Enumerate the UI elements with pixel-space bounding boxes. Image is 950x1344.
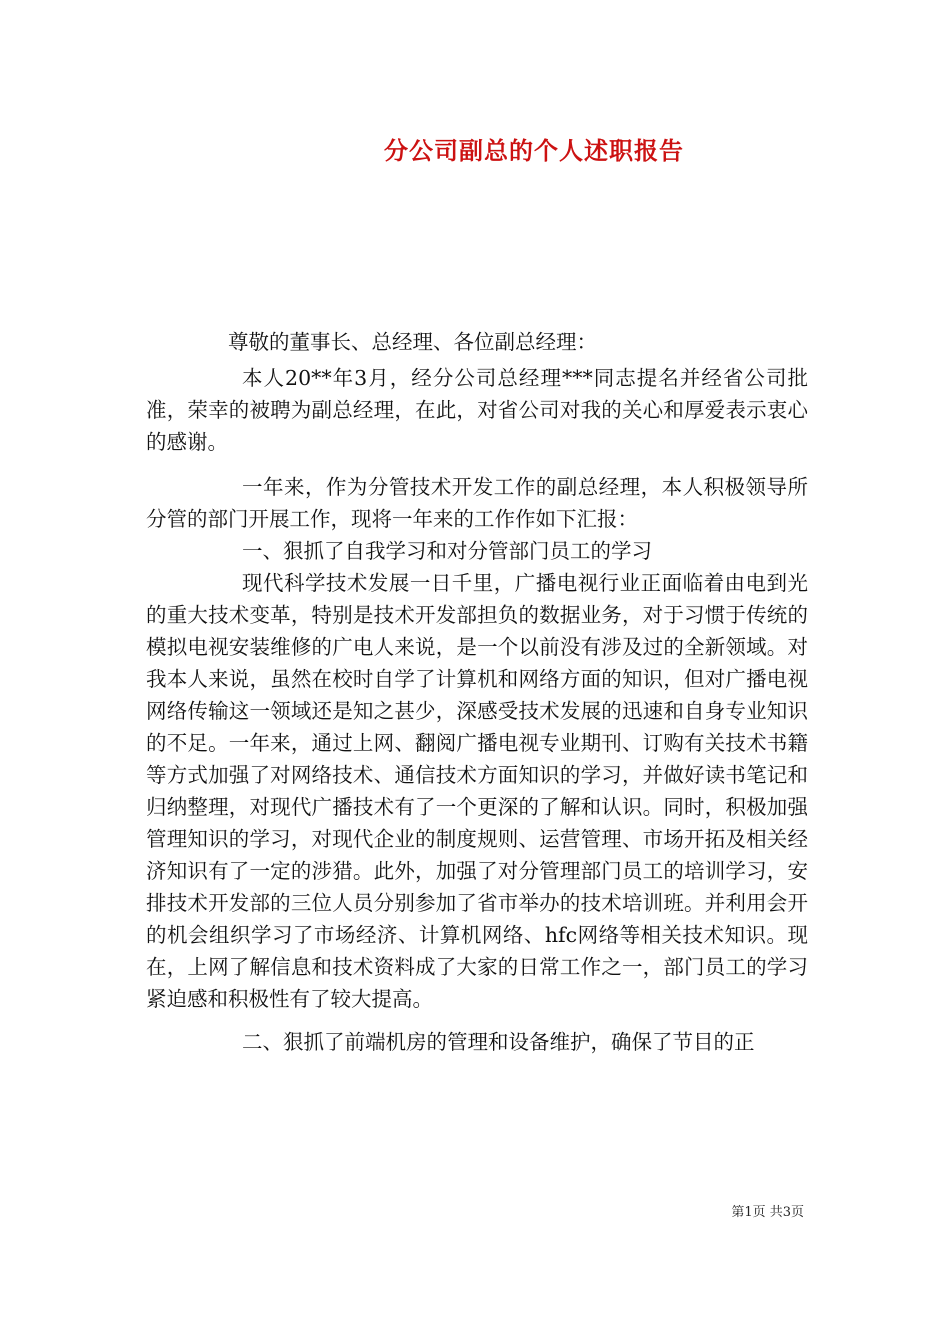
section-1-paragraph: 现代科学技术发展一日千里，广播电视行业正面临着由电到光的重大技术变革，特别是技术开发部担负的数据业务，对于习惯于传统的模拟电视安装维修的广电人来说，是一个以前没有涉及过的全新领域。对我本人来说，虽然在校时自学了计算机和网络方面的知识，但对广播电视网络传输这一领域还是知之甚少，深感受技术发展的迅速和自身专业知识的不足。一年来，通过上网、翻阅广播电视专业期刊、订购有关技术书籍等方式加强了对网络技术、通信技术方面知识的学习，并做好读书笔记和归纳整理，对现代广播技术有了一个更深的了解和认识。同时，积极加强管理知识的学习，对现代企业的制度规则、运营管理、市场开拓及相关经济知识有了一定的涉猎。此外，加强了对分管理部门员工的培训学习，安排技术开发部的三位人员分别参加了省市举办的技术培训班。并利用会开的机会组织学习了市场经济、计算机网络、hfc网络等相关技术知识。现在，上网了解信息和技术资料成了大家的日常工作之一，部门员工的学习紧迫感和积极性有了较大提高。	[146, 571, 808, 1011]
page-title: 分公司副总的个人述职报告	[384, 136, 684, 165]
section-heading-2: 二、狠抓了前端机房的管理和设备维护，确保了节目的正	[242, 1030, 755, 1054]
intro-paragraph: 本人20**年3月，经分公司总经理***同志提名并经省公司批准，荣幸的被聘为副总经理，在此，对省公司对我的关心和厚爱表示衷心的感谢。	[146, 366, 808, 454]
section-heading-1: 一、狠抓了自我学习和对分管部门员工的学习	[242, 539, 652, 563]
page-number-footer: 第1页 共3页	[731, 1205, 804, 1220]
overview-paragraph: 一年来，作为分管技术开发工作的副总经理，本人积极领导所分管的部门开展工作，现将一年来的工作作如下汇报：	[146, 475, 808, 531]
salutation: 尊敬的董事长、总经理、各位副总经理：	[228, 330, 597, 354]
report-body	[146, 326, 808, 1058]
